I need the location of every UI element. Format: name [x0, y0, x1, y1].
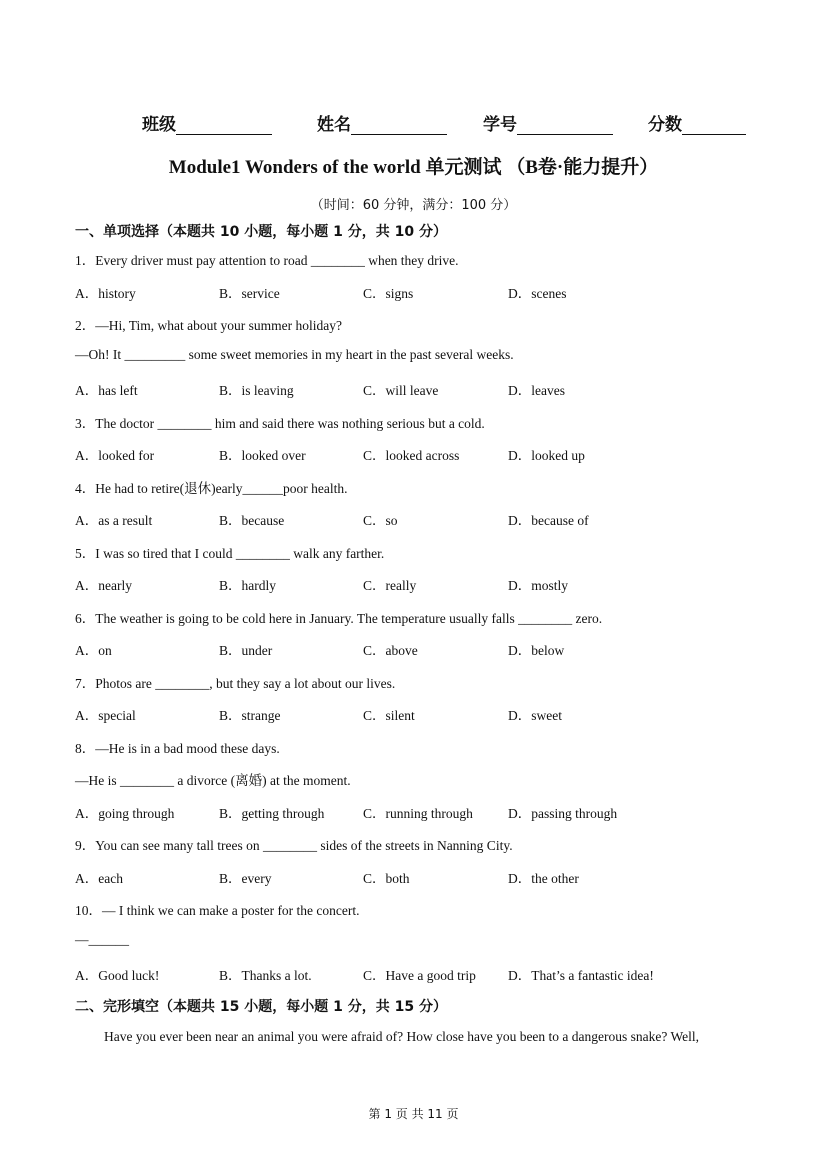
q9-option-b[interactable]: B．every [219, 871, 272, 886]
q3-option-d[interactable]: D．looked up [508, 448, 585, 463]
class-label: 班级 [142, 115, 176, 135]
page-subtitle: （时间：60 分钟，满分：100 分） [310, 198, 517, 213]
class-blank[interactable] [176, 114, 272, 135]
class-field [142, 110, 272, 135]
q2-option-d[interactable]: D．leaves [508, 383, 565, 398]
score-label: 分数 [648, 115, 682, 135]
page-footer: 第 1 页 共 11 页 [368, 1107, 459, 1121]
score-field [648, 110, 746, 135]
q6-option-a[interactable]: A．on [75, 643, 112, 658]
q5-option-a[interactable]: A．nearly [75, 578, 132, 593]
student-number-label: 学号 [483, 115, 517, 135]
question-8-reply: —He is ________ a divorce (离婚) at the moment. [75, 773, 351, 788]
q10-option-c[interactable]: C．Have a good trip [363, 968, 476, 983]
q5-option-b[interactable]: B．hardly [219, 578, 276, 593]
cloze-paragraph: Have you ever been near an animal you were afraid of? How close have you been to a dangerous snake? Well, [104, 1029, 700, 1044]
q1-option-c[interactable]: C．signs [363, 286, 414, 301]
q1-option-d[interactable]: D．scenes [508, 286, 567, 301]
q6-option-b[interactable]: B．under [219, 643, 273, 658]
q6-option-c[interactable]: C．above [363, 643, 418, 658]
q10-option-b[interactable]: B．Thanks a lot. [219, 968, 312, 983]
page-title: Module1 Wonders of the world 单元测试 （B卷·能力提升） [168, 157, 659, 178]
q4-option-b[interactable]: B．because [219, 513, 285, 528]
q3-option-c[interactable]: C．looked across [363, 448, 460, 463]
question-9-stem: 9．You can see many tall trees on ________ sides of the streets in Nanning City. [75, 838, 513, 853]
q1-option-a[interactable]: A．history [75, 286, 136, 301]
q10-option-a[interactable]: A．Good luck! [75, 968, 160, 983]
question-4-stem: 4．He had to retire(退休)early______poor health. [75, 481, 348, 496]
q8-option-b[interactable]: B．getting through [219, 806, 325, 821]
q8-option-a[interactable]: A．going through [75, 806, 175, 821]
q7-option-b[interactable]: B．strange [219, 708, 281, 723]
section2-heading: 二、完形填空（本题共 15 小题，每小题 1 分，共 15 分） [75, 999, 447, 1015]
name-field [317, 110, 447, 135]
q9-option-c[interactable]: C．both [363, 871, 410, 886]
question-6-stem: 6．The weather is going to be cold here in January. The temperature usually falls ________ zero. [75, 611, 603, 626]
student-number-field [483, 110, 613, 135]
question-8-stem: 8．—He is in a bad mood these days. [75, 741, 280, 756]
q8-option-c[interactable]: C．running through [363, 806, 473, 821]
name-blank[interactable] [351, 114, 447, 135]
q4-option-d[interactable]: D．because of [508, 513, 589, 528]
name-label: 姓名 [317, 115, 351, 135]
q1-option-b[interactable]: B．service [219, 286, 280, 301]
question-7-stem: 7．Photos are ________, but they say a lot about our lives. [75, 676, 396, 691]
q4-option-a[interactable]: A．as a result [75, 513, 153, 528]
q2-option-b[interactable]: B．is leaving [219, 383, 294, 398]
q7-option-d[interactable]: D．sweet [508, 708, 562, 723]
q3-option-b[interactable]: B．looked over [219, 448, 306, 463]
q5-option-c[interactable]: C．really [363, 578, 417, 593]
question-2-reply: —Oh! It _________ some sweet memories in my heart in the past several weeks. [75, 347, 514, 362]
question-10-stem: 10．— I think we can make a poster for the concert. [75, 903, 360, 918]
question-1-stem: 1．Every driver must pay attention to road ________ when they drive. [75, 253, 459, 268]
q7-option-c[interactable]: C．silent [363, 708, 415, 723]
q5-option-d[interactable]: D．mostly [508, 578, 569, 593]
question-2-stem: 2．—Hi, Tim, what about your summer holiday? [75, 318, 342, 333]
q4-option-c[interactable]: C．so [363, 513, 398, 528]
score-blank[interactable] [682, 114, 746, 135]
question-5-stem: 5．I was so tired that I could ________ walk any farther. [75, 546, 385, 561]
question-10-reply: —______ [75, 932, 129, 947]
q2-option-c[interactable]: C．will leave [363, 383, 439, 398]
q9-option-a[interactable]: A．each [75, 871, 123, 886]
q9-option-d[interactable]: D．the other [508, 871, 579, 886]
q10-option-d[interactable]: D．That’s a fantastic idea! [508, 968, 654, 983]
q6-option-d[interactable]: D．below [508, 643, 565, 658]
q3-option-a[interactable]: A．looked for [75, 448, 155, 463]
student-number-blank[interactable] [517, 114, 613, 135]
q8-option-d[interactable]: D．passing through [508, 806, 618, 821]
section1-heading: 一、单项选择（本题共 10 小题，每小题 1 分，共 10 分） [75, 224, 447, 240]
q2-option-a[interactable]: A．has left [75, 383, 138, 398]
student-info-row [142, 110, 762, 140]
q7-option-a[interactable]: A．special [75, 708, 136, 723]
question-3-stem: 3．The doctor ________ him and said there was nothing serious but a cold. [75, 416, 485, 431]
